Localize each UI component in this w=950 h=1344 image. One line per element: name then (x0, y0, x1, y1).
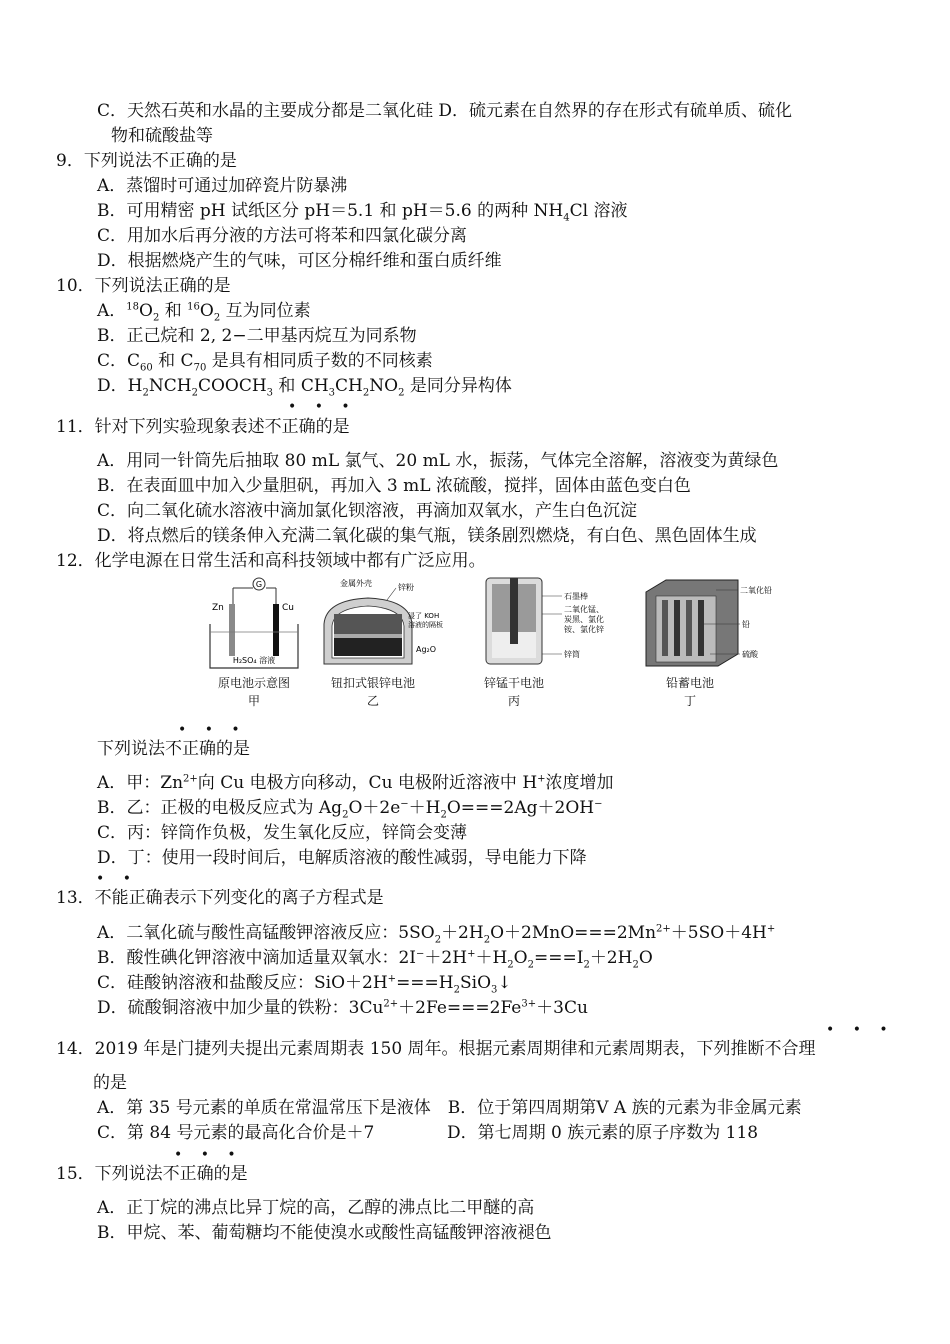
q10-stem: 10．下列说法正确的是 (56, 276, 231, 296)
zn-electrode (229, 604, 235, 656)
q13-stem: 13．不能正确表示下列变化的离子方程式是 (56, 888, 384, 908)
svg-text:铵、氯化锌: 铵、氯化锌 (564, 625, 604, 634)
svg-text:Zn: Zn (212, 603, 224, 613)
figure-label-jia: 甲 (247, 694, 260, 708)
q11-option-b: B．在表面皿中加入少量胆矾，再加入 3 mL 浓硫酸，搅拌，固体由蓝色变白色 (97, 476, 691, 496)
zinc-powder-layer (334, 614, 402, 634)
q14-option-c: C．第 84 号元素的最高化合价是＋7 (97, 1123, 375, 1143)
svg-text:二氧化锰、: 二氧化锰、 (564, 605, 604, 614)
svg-text:金属外壳: 金属外壳 (340, 579, 372, 588)
q11-option-a: A．用同一针筒先后抽取 80 mL 氯气、20 mL 水，振荡，气体完全溶解，溶液变为黄绿色 (97, 451, 779, 471)
q13-option-c: C．硅酸钠溶液和盐酸反应：$SiO+2H^+===H_2SiO_3↓$ (97, 973, 512, 996)
q9-option-c: C．用加水后再分液的方法可将苯和四氯化碳分离 (97, 226, 468, 246)
svg-text:H₂SO₄ 溶液: H₂SO₄ 溶液 (232, 656, 276, 665)
q10-option-c: C．$C_{60}$ 和 $C_{70}$ 是具有相同质子数的不同核素 (97, 351, 433, 374)
q12-option-c: C．丙：锌筒作负极，发生氧化反应，锌筒会变薄 (97, 823, 468, 843)
svg-text:炭黑、氯化: 炭黑、氯化 (564, 615, 604, 624)
q13-option-a: A．二氧化硫与酸性高锰酸钾溶液反应：$5SO_2+2H_2O+2MnO===2Mn^{2+}+5SO+4H^+$ (97, 923, 776, 946)
q9-stem: 9．下列说法不正确的是 (56, 151, 237, 171)
q9-option-d: D．根据燃烧产生的气味，可区分棉纤维和蛋白质纤维 (97, 251, 502, 271)
figure-galvanic-cell (198, 574, 308, 670)
q12-sub-stem: 下列说法不正确的是 (97, 739, 250, 759)
figure-caption-yi: 钮扣式银锌电池 (330, 676, 415, 690)
figure-label-yi: 乙 (366, 694, 379, 708)
svg-text:浸了 KOH: 浸了 KOH (408, 612, 440, 620)
q14-stem-continuation: 的是 (93, 1073, 127, 1093)
figure-caption-bing: 锌锰干电池 (483, 676, 544, 690)
q9-option-b: B．可用精密 pH 试纸区分 pH＝5.1 和 pH＝5.6 的两种 $NH_4Cl$ 溶液 (97, 201, 628, 224)
q11-option-d: D．将点燃后的镁条伸入充满二氧化碳的集气瓶，镁条剧烈燃烧，有白色、黑色固体生成 (97, 526, 757, 546)
q12-emphasis-dots: • • • (178, 722, 247, 738)
figure-label-ding: 丁 (683, 694, 696, 708)
q13-option-d: D．硫酸铜溶液中加少量的铁粉：$3Cu^{2+}+2Fe===2Fe^{3+}+3Cu$ (97, 998, 588, 1018)
svg-text:Ag₂O: Ag₂O (416, 645, 437, 654)
q9-option-a: A．蒸馏时可通过加碎瓷片防暴沸 (97, 176, 348, 196)
figure-button-cell (318, 574, 448, 670)
figure-caption-jia: 原电池示意图 (217, 676, 290, 690)
q12-option-d: D．丁：使用一段时间后，电解质溶液的酸性减弱，导电能力下降 (97, 848, 587, 868)
q12-option-a: A．甲：$Zn^{2+}$向 Cu 电极方向移动，Cu 电极附近溶液中 H+浓度增加 (97, 773, 614, 793)
q14-option-d: D．第七周期 0 族元素的原子序数为 118 (447, 1123, 759, 1143)
q10-option-b: B．正己烷和 2, 2−二甲基丙烷互为同系物 (97, 326, 417, 346)
q14-stem: 14．2019 年是门捷列夫提出元素周期表 150 周年。根据元素周期律和元素周期表，下列推断不合理 (56, 1039, 816, 1059)
svg-text:二氧化铅: 二氧化铅 (740, 586, 772, 595)
q10-option-d: D．$H_2NCH_2COOCH_3$ 和 $CH_3CH_2NO_2$ 是同分异构体 (97, 376, 512, 399)
figure-dry-cell (478, 574, 618, 670)
q11-option-c: C．向二氧化硫水溶液中滴加氯化钡溶液，再滴加双氧水，产生白色沉淀 (97, 501, 638, 521)
q13-emphasis-dots: • • (96, 871, 138, 887)
figure-label-bing: 丙 (507, 694, 520, 708)
svg-text:锌筒: 锌筒 (564, 650, 580, 659)
figure-caption-ding: 铅蓄电池 (665, 676, 714, 690)
ag2o-layer (334, 638, 402, 656)
q8-option-cd: C．天然石英和水晶的主要成分都是二氧化硅 D．硫元素在自然界的存在形式有硫单质、硫化 (97, 101, 793, 121)
q12-stem: 12．化学电源在日常生活和高科技领域中都有广泛应用。 (56, 551, 486, 571)
q10-option-a: A．$^{18}O_2$ 和 $^{16}O_2$ 互为同位素 (97, 301, 311, 324)
separator-layer (334, 634, 402, 638)
svg-text:硫酸: 硫酸 (742, 650, 758, 659)
svg-text:Cu: Cu (282, 603, 294, 613)
q13-option-b: B．酸性碘化钾溶液中滴加适量双氧水：$2I^-+2H^++H_2O_2===I_2+2H_2O$ (97, 948, 653, 971)
q8-option-d-continuation: 物和硫酸盐等 (111, 126, 213, 146)
cu-electrode (273, 604, 279, 656)
q15-option-a: A．正丁烷的沸点比异丁烷的高，乙醇的沸点比二甲醚的高 (97, 1198, 535, 1218)
svg-text:石墨棒: 石墨棒 (564, 592, 588, 601)
q14-emphasis-dots: • • • (826, 1022, 895, 1038)
figure-lead-acid-battery (640, 574, 790, 670)
q15-stem: 15．下列说法不正确的是 (56, 1164, 248, 1184)
q11-stem: 11．针对下列实验现象表述不正确的是 (56, 417, 350, 437)
svg-text:锌粉: 锌粉 (398, 583, 414, 592)
q15-option-b: B．甲烷、苯、葡萄糖均不能使溴水或酸性高锰酸钾溶液褪色 (97, 1223, 552, 1243)
graphite-rod (510, 578, 518, 644)
q12-option-b: B．乙：正极的电极反应式为 $Ag_2O+2e^-+H_2O===2Ag+2OH^-$ (97, 798, 603, 821)
q14-option-ab: A．第 35 号元素的单质在常温常压下是液体 B．位于第四周期第Ⅴ A 族的元素为非金属元素 (97, 1098, 802, 1118)
q15-emphasis-dots: • • • (174, 1147, 243, 1163)
svg-text:铅: 铅 (742, 620, 750, 629)
svg-text:溶液的隔板: 溶液的隔板 (408, 621, 443, 629)
svg-text:G: G (255, 580, 263, 589)
q11-emphasis-dots: • • • (288, 399, 357, 415)
